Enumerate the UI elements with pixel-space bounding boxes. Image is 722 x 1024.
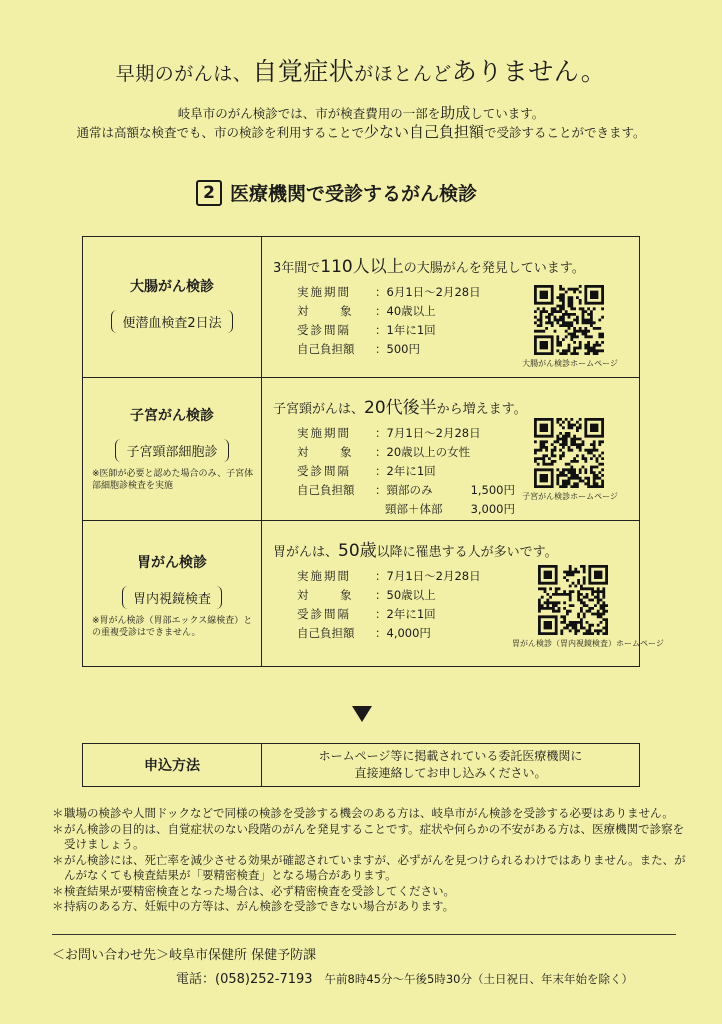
interval-label: 受診間隔 bbox=[297, 464, 351, 478]
note-item: ＊ 持病のある方、妊娠中の方等は、がん検診を受診できない場合があります。 bbox=[52, 899, 455, 913]
target-label: 対 象 bbox=[297, 445, 362, 459]
lead-text: 3年間で bbox=[273, 261, 321, 276]
fee-item-amount: 1,500円 bbox=[470, 483, 515, 497]
intro-text: 岐阜市のがん検診では、市が検査費用の一部を bbox=[177, 106, 441, 121]
fee-label: 自己負担額 bbox=[297, 342, 355, 356]
interval-value: ：1年に1回 bbox=[375, 323, 436, 337]
lead-text: から増えます。 bbox=[436, 402, 527, 417]
exam-lead bbox=[273, 252, 638, 277]
exam-lead bbox=[273, 536, 638, 561]
exam-row-gastric bbox=[83, 521, 640, 667]
period-label: 実施期間 bbox=[297, 426, 351, 440]
exam-name: 大腸がん検診 bbox=[130, 279, 214, 295]
divider bbox=[52, 934, 676, 935]
contact-phone[interactable]: 電話：(058)252-7193 bbox=[176, 972, 313, 987]
headline-emphasis: 自覚症状 bbox=[252, 57, 355, 86]
target-value: ：40歳以上 bbox=[375, 304, 436, 318]
exam-note: ※胃がん検診（胃部エックス線検査）との重複受診はできません。 bbox=[92, 616, 253, 639]
contact-hours: 午前8時45分～午後5時30分（土日祝日、年末年始を除く） bbox=[324, 972, 633, 986]
headline-part: がほとんど bbox=[354, 63, 452, 85]
note-text: がん検診には、死亡率を減少させる効果が確認されていますが、必ずがんを見つけられるわけではありません。また、がんがなくても検査結果が「要精密検査」となる場合があります。 bbox=[64, 852, 686, 882]
fee-label: 自己負担額 bbox=[297, 626, 355, 640]
exam-method: 子宮頸部細胞診 bbox=[115, 439, 228, 462]
lead-text: 胃がんは、 bbox=[273, 545, 339, 560]
note-text: 持病のある方、妊娠中の方等は、がん検診を受診できない場合があります。 bbox=[64, 899, 455, 913]
note-text: 検査結果が要精密検査となった場合は、必ず精密検査を受診してください。 bbox=[64, 883, 455, 898]
period-label: 実施期間 bbox=[297, 569, 351, 583]
period-label: 実施期間 bbox=[297, 285, 351, 299]
fee-item-label: 頸部＋体部 bbox=[385, 502, 443, 516]
exam-lead bbox=[273, 393, 638, 418]
headline-emphasis: ありません。 bbox=[451, 57, 607, 86]
note-item: ＊ 職場の検診や人間ドックなどで同様の検診を受診する機会のある方は、岐阜市がん検診を受診する必要はありません。 bbox=[52, 806, 674, 820]
lead-text: の大腸がんを発見しています。 bbox=[403, 261, 585, 276]
contact-phone-line bbox=[176, 968, 633, 987]
intro-line-2 bbox=[0, 121, 722, 142]
intro-text: 通常は高額な検査でも、市の検診を利用することで bbox=[76, 125, 364, 140]
section-title bbox=[196, 179, 477, 206]
fee-value: ：4,000円 bbox=[375, 626, 431, 640]
note-text: 職場の検診や人間ドックなどで同様の検診を受診する機会のある方は、岐阜市がん検診を受診する必要はありません。 bbox=[64, 806, 674, 820]
note-item: ＊ がん検診には、死亡率を減少させる効果が確認されていますが、必ずがんを見つけられるわけではありません。また、がんがなくても検査結果が「要精密検査」となる場合があります。 bbox=[52, 853, 692, 884]
apply-label: 申込方法 bbox=[83, 744, 262, 787]
qr-code-icon[interactable] bbox=[534, 418, 604, 488]
qr-caption: 大腸がん検診ホームページ bbox=[522, 359, 618, 368]
headline bbox=[0, 52, 722, 88]
qr-caption: 子宮がん検診ホームページ bbox=[522, 492, 618, 501]
exam-method: 胃内視鏡検査 bbox=[122, 586, 222, 609]
exam-name: 子宮がん検診 bbox=[130, 408, 214, 424]
exam-table bbox=[82, 236, 664, 667]
target-label: 対 象 bbox=[297, 304, 362, 318]
intro-emphasis: 助成 bbox=[440, 104, 471, 122]
apply-text-line: 直接連絡してお申し込みください。 bbox=[354, 766, 547, 780]
note-item: ＊ 検査結果が要精密検査となった場合は、必ず精密検査を受診してください。 bbox=[52, 883, 455, 898]
lead-text: 子宮頸がんは、 bbox=[273, 402, 365, 417]
exam-cell-details bbox=[262, 237, 640, 378]
exam-cell-name bbox=[83, 521, 262, 667]
target-label: 対 象 bbox=[297, 588, 362, 602]
section-number: 2 bbox=[196, 180, 222, 206]
period-value: ：7月1日～2月28日 bbox=[375, 569, 481, 583]
lead-text: 以降に罹患する人が多いです。 bbox=[376, 545, 558, 560]
interval-label: 受診間隔 bbox=[297, 323, 351, 337]
qr-code-icon[interactable] bbox=[538, 565, 608, 635]
apply-text bbox=[262, 744, 640, 787]
exam-name: 胃がん検診 bbox=[137, 555, 207, 571]
headline-part: 早期のがんは、 bbox=[115, 63, 253, 85]
period-value: ：6月1日～2月28日 bbox=[375, 285, 481, 299]
lead-emphasis: 110人以上 bbox=[320, 257, 404, 277]
note-text: がん検診の目的は、自覚症状のない段階のがんを発見することです。症状や何らかの不安がある方は、医療機関で診察を受けましょう。 bbox=[64, 821, 685, 851]
section-title-text: 医療機関で受診するがん検診 bbox=[230, 183, 478, 205]
fee-item-label: ：頸部のみ bbox=[375, 483, 433, 497]
qr-caption: 胃がん検診（胃内視鏡検査）ホームページ bbox=[512, 639, 664, 648]
note-item: ＊ がん検診の目的は、自覚症状のない段階のがんを発見することです。症状や何らかの不安がある方は、医療機関で診察を受けましょう。 bbox=[52, 822, 692, 853]
exam-row-colorectal bbox=[83, 237, 640, 378]
period-value: ：7月1日～2月28日 bbox=[375, 426, 481, 440]
intro-line-1 bbox=[0, 102, 722, 123]
apply-text-line: ホームページ等に掲載されている委託医療機関に bbox=[318, 748, 583, 763]
exam-row-cervical bbox=[83, 378, 640, 521]
exam-cell-name bbox=[83, 378, 262, 521]
fee-value: ：500円 bbox=[375, 342, 420, 356]
lead-emphasis: 50歳 bbox=[338, 541, 377, 561]
exam-cell-name bbox=[83, 237, 262, 378]
interval-label: 受診間隔 bbox=[297, 607, 351, 621]
exam-cell-details bbox=[262, 378, 640, 521]
contact-heading: ＜お問い合わせ先＞岐阜市保健所 保健予防課 bbox=[52, 948, 317, 963]
intro-text: しています。 bbox=[470, 106, 545, 121]
exam-note: ※医師が必要と認めた場合のみ、子宮体部細胞診検査を実施 bbox=[92, 469, 254, 492]
interval-value: ：2年に1回 bbox=[375, 607, 436, 621]
target-value: ：50歳以上 bbox=[375, 588, 436, 602]
exam-cell-details bbox=[262, 521, 664, 667]
fee-breakdown bbox=[375, 481, 515, 519]
apply-table bbox=[82, 743, 640, 787]
intro-emphasis: 少ない自己負担額 bbox=[363, 123, 484, 141]
fee-item-amount: 3,000円 bbox=[470, 502, 515, 516]
down-arrow-icon bbox=[352, 706, 372, 722]
fee-label: 自己負担額 bbox=[297, 483, 355, 497]
target-value: ：20歳以上の女性 bbox=[375, 445, 471, 459]
intro-text: で受診することができます。 bbox=[484, 125, 646, 140]
interval-value: ：2年に1回 bbox=[375, 464, 436, 478]
qr-code-icon[interactable] bbox=[534, 285, 604, 355]
exam-method: 便潜血検査2日法 bbox=[111, 310, 232, 333]
lead-emphasis: 20代後半 bbox=[364, 398, 437, 418]
notes-list bbox=[52, 806, 692, 915]
